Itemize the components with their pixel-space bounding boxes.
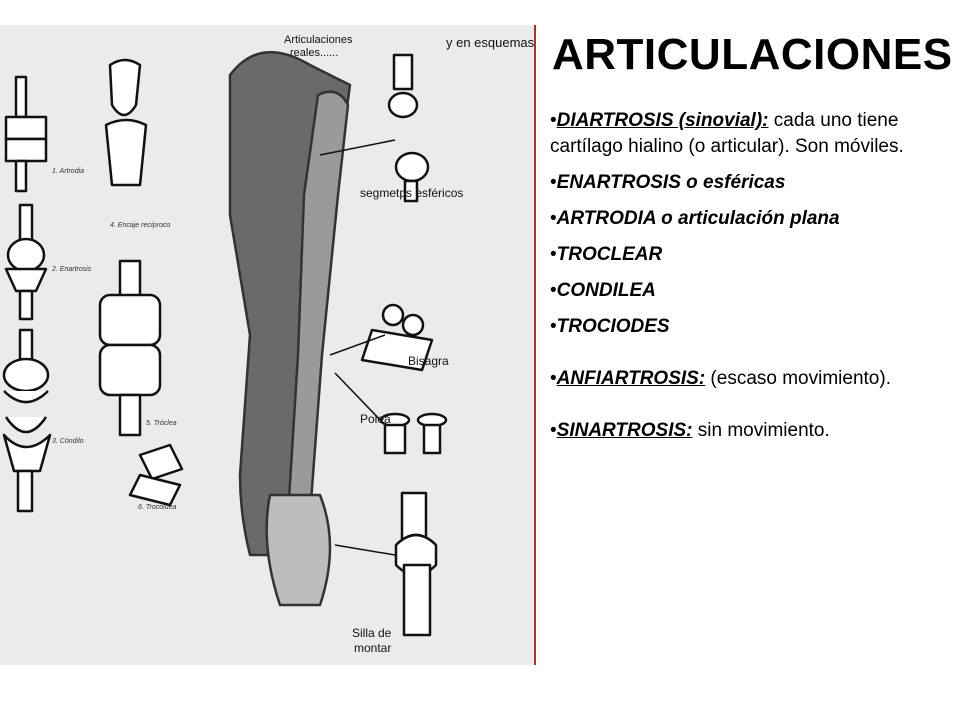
- reciprocal-fit-schema: [100, 261, 160, 435]
- saddle-bone-schema: [106, 60, 146, 185]
- label-hinge: Bisagra: [408, 354, 449, 368]
- bullet-term: DIARTROSIS (sinovial):: [556, 110, 769, 131]
- bullet-text: cada uno tiene cartílago hialino (o articular). Son móviles.: [550, 110, 904, 157]
- label-real-joints-2: reales......: [290, 47, 339, 59]
- bullet-condilea: •CONDILEA: [550, 280, 656, 301]
- trochoid-schema: [130, 445, 182, 505]
- label-saddle-1: Silla de: [352, 626, 392, 640]
- bullet-anfiartrosis: •ANFIARTROSIS: (escaso movimiento).: [550, 368, 891, 389]
- label-saddle-2: montar: [354, 641, 392, 655]
- bullet-enartrosis: •ENARTROSIS o esféricas: [550, 172, 786, 193]
- slide-title: ARTICULACIONES: [552, 30, 953, 79]
- bullet-diartrosis: •DIARTROSIS (sinovial): cada uno tiene cartílago hialino (o articular). Son móviles.: [550, 110, 904, 157]
- pulley-joint-schema: [381, 414, 446, 453]
- bullet-troclear: •TROCLEAR: [550, 244, 663, 265]
- label-side-1: 1. Artrodia: [52, 168, 85, 175]
- label-side-4: 3. Cóndilo: [52, 438, 84, 445]
- label-side-5: 5. Tróclea: [146, 420, 177, 427]
- bullet-term: ANFIARTROSIS:: [556, 368, 706, 389]
- condyle-schema: [4, 330, 48, 402]
- plane-joint-schema: [6, 77, 46, 191]
- cup-joint-schema: [4, 417, 50, 511]
- arm-silhouette: [230, 52, 350, 605]
- label-real-joints-1: Articulaciones: [284, 34, 353, 46]
- bullet-term: TROCLEAR: [556, 244, 663, 265]
- ball-socket-schema: [6, 205, 46, 319]
- bullet-artrodia: •ARTRODIA o articulación plana: [550, 208, 840, 229]
- saddle-joint-schema: [396, 493, 436, 635]
- label-pulley: Polea: [360, 412, 391, 426]
- bullet-sinartrosis: •SINARTROSIS: sin movimiento.: [550, 420, 830, 441]
- bullet-term: TROCIODES: [556, 316, 670, 337]
- label-spherical: segmetps esféricos: [360, 186, 464, 200]
- joint-diagram-svg: [0, 25, 536, 665]
- bullet-term: ARTRODIA o articulación plana: [556, 208, 840, 229]
- bullet-trociodes: •TROCIODES: [550, 316, 670, 337]
- bullet-text: (escaso movimiento).: [705, 368, 891, 389]
- bullet-term: SINARTROSIS:: [556, 420, 693, 441]
- label-side-3: 2. Enartrosis: [52, 266, 92, 273]
- label-side-6: 6. Trocoidea: [138, 504, 177, 511]
- label-schemas: y en esquemas: [446, 35, 535, 50]
- bullet-text: sin movimiento.: [692, 420, 830, 441]
- bullet-term: ENARTROSIS o esféricas: [556, 172, 786, 193]
- joint-types-illustration: [0, 25, 536, 665]
- bullet-term: CONDILEA: [556, 280, 656, 301]
- sphere-joint-schema: [389, 55, 428, 201]
- joint-types-list: [550, 108, 945, 454]
- label-side-2: 4. Encaje recíproco: [110, 222, 171, 229]
- vertical-divider: [534, 25, 536, 665]
